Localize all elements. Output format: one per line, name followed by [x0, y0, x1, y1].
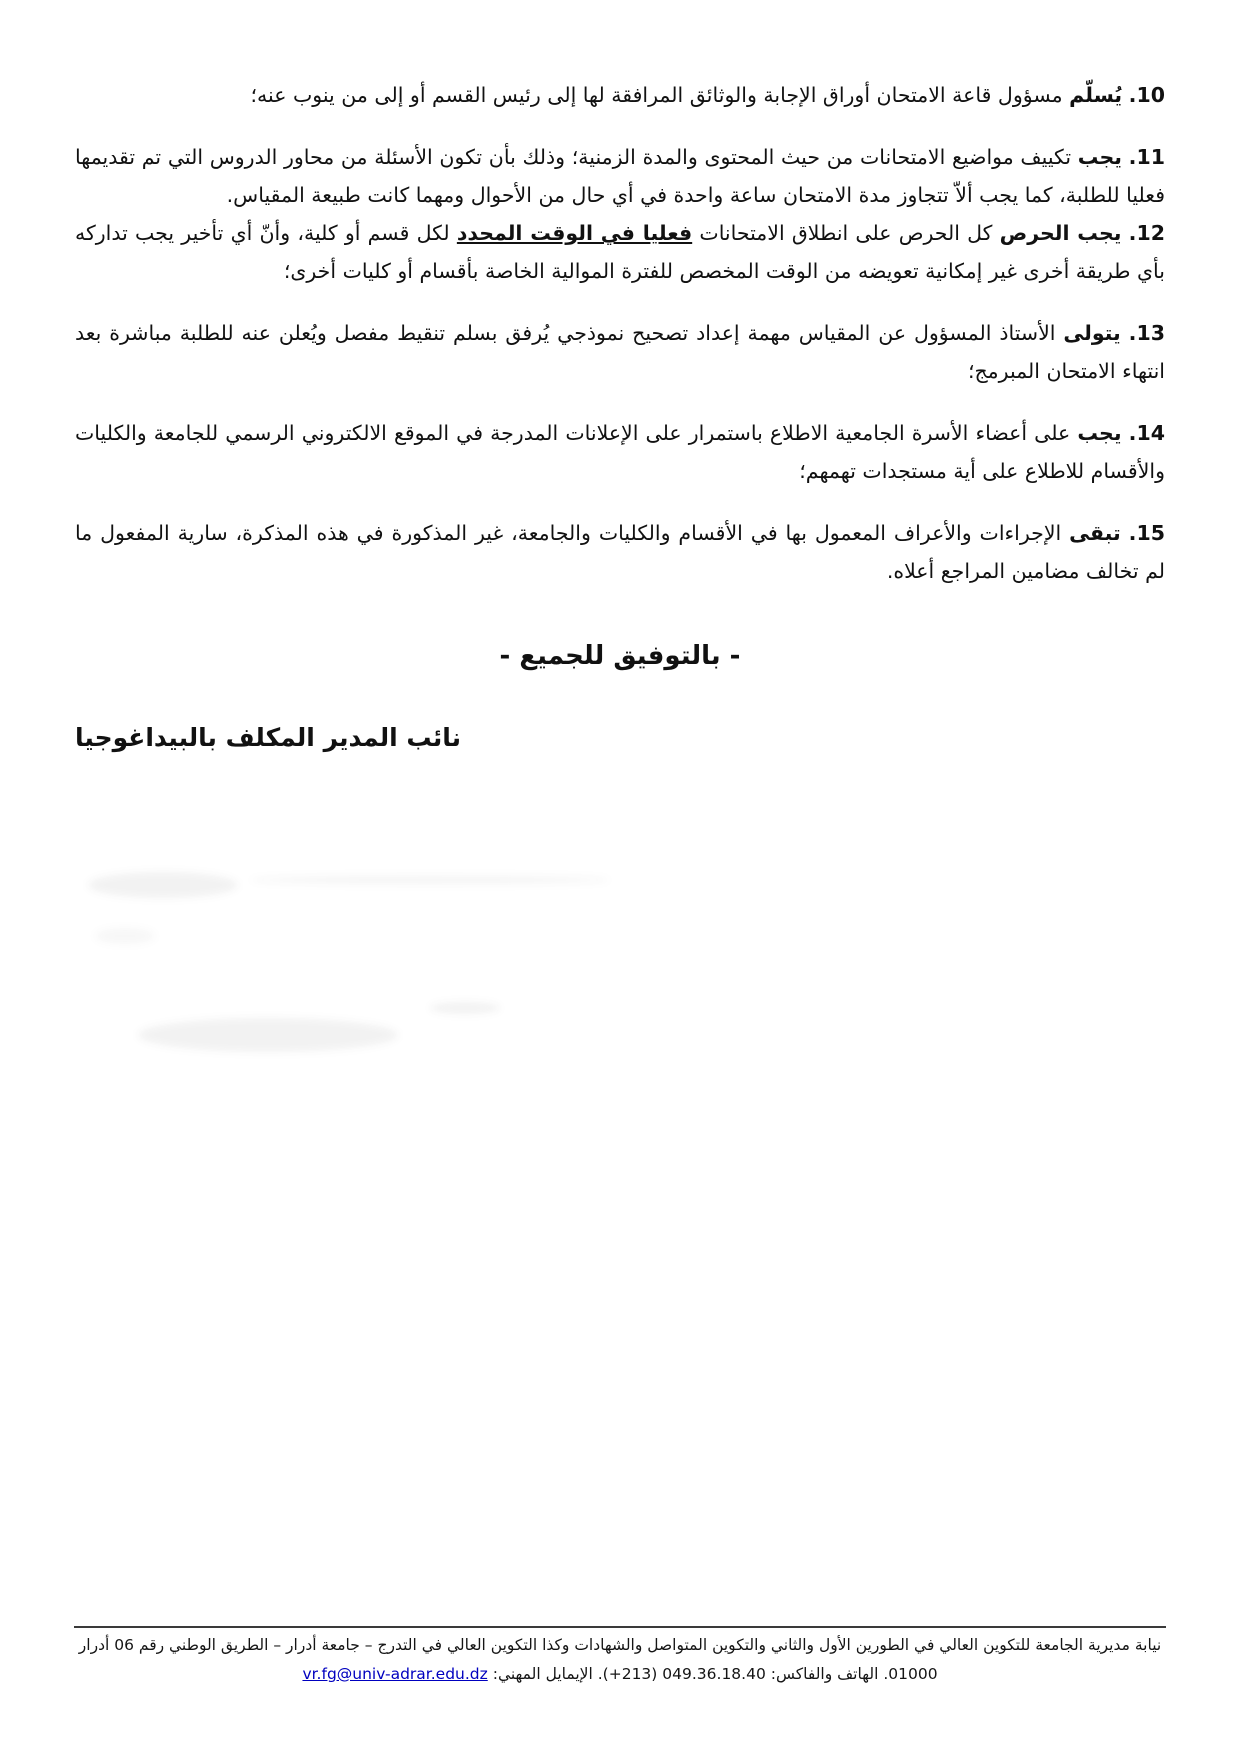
- item-10-text: مسؤول قاعة الامتحان أوراق الإجابة والوثائق المرافقة لها إلى رئيس القسم أو إلى من ينوب عنه؛: [250, 83, 1063, 107]
- item-15-text: الإجراءات والأعراف المعمول بها في الأقسام والكليات والجامعة، غير المذكورة في هذه المذكرة، سارية المفعول ما لم تخالف مضامين المراجع أعلاه.: [75, 521, 1165, 583]
- item-15-number: 15.: [1128, 521, 1165, 545]
- item-14-text: على أعضاء الأسرة الجامعية الاطلاع باستمرار على الإعلانات المدرجة في الموقع الالكتروني الرسمي للجامعة والكليات والأقسام للاطلاع على أية مستجدات تهمهم؛: [75, 421, 1165, 483]
- memo-item-14: [75, 414, 1165, 490]
- memo-item-13: [75, 314, 1165, 390]
- item-12-text: كل الحرص على انطلاق الامتحانات: [699, 221, 993, 245]
- item-12-lead: يجب الحرص: [999, 221, 1122, 245]
- erased-signature-smudge: [250, 876, 610, 884]
- email-link[interactable]: vr.fg@univ-adrar.edu.dz: [302, 1665, 488, 1683]
- item-10-lead: يُسلّم: [1069, 83, 1123, 107]
- item-11-number: 11.: [1128, 145, 1165, 169]
- item-14-number: 14.: [1128, 421, 1165, 445]
- footer-separator: .: [597, 1665, 603, 1683]
- erased-signature-smudge: [88, 872, 238, 898]
- footer-text: [74, 1631, 1166, 1689]
- erased-signature-smudge: [95, 928, 155, 944]
- footer-address: نيابة مديرية الجامعة للتكوين العالي في الطورين الأول والثاني والتكوين المتواصل والشهادات وكذا التكوين العالي في التدرج – جامعة أدرار – الطريق الوطني رقم 06 أدرار 01000. الهاتف والفاكس:: [78, 1636, 1162, 1683]
- item-11-text: تكييف مواضيع الامتحانات من حيث المحتوى والمدة الزمنية؛ وذلك بأن تكون الأسئلة من محاور الدروس التي تم تقديمها فعليا للطلبة، كما يجب ألاّ تتجاوز مدة الامتحان ساعة واحدة في أي حال من الأحوال ومهما كانت طبيعة المقياس.: [75, 145, 1165, 207]
- footer-country-code: (+213): [602, 1665, 658, 1683]
- page-footer: [74, 1626, 1166, 1689]
- signature-block: [75, 718, 1165, 758]
- item-13-text: الأستاذ المسؤول عن المقياس مهمة إعداد تصحيح نموذجي يُرفق بسلم تنقيط مفصل ويُعلن عنه للطلبة مباشرة بعد انتهاء الامتحان المبرمج؛: [75, 321, 1165, 383]
- footer-phone: 049.36.18.40: [662, 1665, 766, 1683]
- item-10-number: 10.: [1128, 83, 1165, 107]
- item-11-lead: يجب: [1077, 145, 1122, 169]
- erased-signature-smudge: [430, 1002, 500, 1014]
- signature-title: نائب المدير المكلف بالبيداغوجيا: [75, 723, 462, 752]
- footer-email-label: الإيمايل المهني:: [492, 1665, 593, 1683]
- memo-item-15: [75, 514, 1165, 590]
- item-12-text-tail: لكل قسم أو كلية، وأنّ أي تأخير يجب تداركه بأي طريقة أخرى غير إمكانية تعويضه من الوقت المخصص للفترة الموالية الخاصة بأقسام أو كليات أخرى؛: [75, 221, 1165, 283]
- item-12-emphasis-underlined: فعليا في الوقت المحدد: [456, 221, 693, 245]
- item-14-lead: يجب: [1077, 421, 1122, 445]
- memo-item-12: [75, 214, 1165, 290]
- memo-item-11: [75, 138, 1165, 214]
- item-15-lead: تبقى: [1069, 521, 1121, 545]
- item-13-number: 13.: [1128, 321, 1165, 345]
- erased-signature-smudge: [138, 1018, 398, 1052]
- closing-line: - بالتوفيق للجميع -: [499, 641, 741, 671]
- item-13-lead: يتولى: [1063, 321, 1121, 345]
- item-12-number: 12.: [1128, 221, 1165, 245]
- memo-item-10: [75, 76, 1165, 114]
